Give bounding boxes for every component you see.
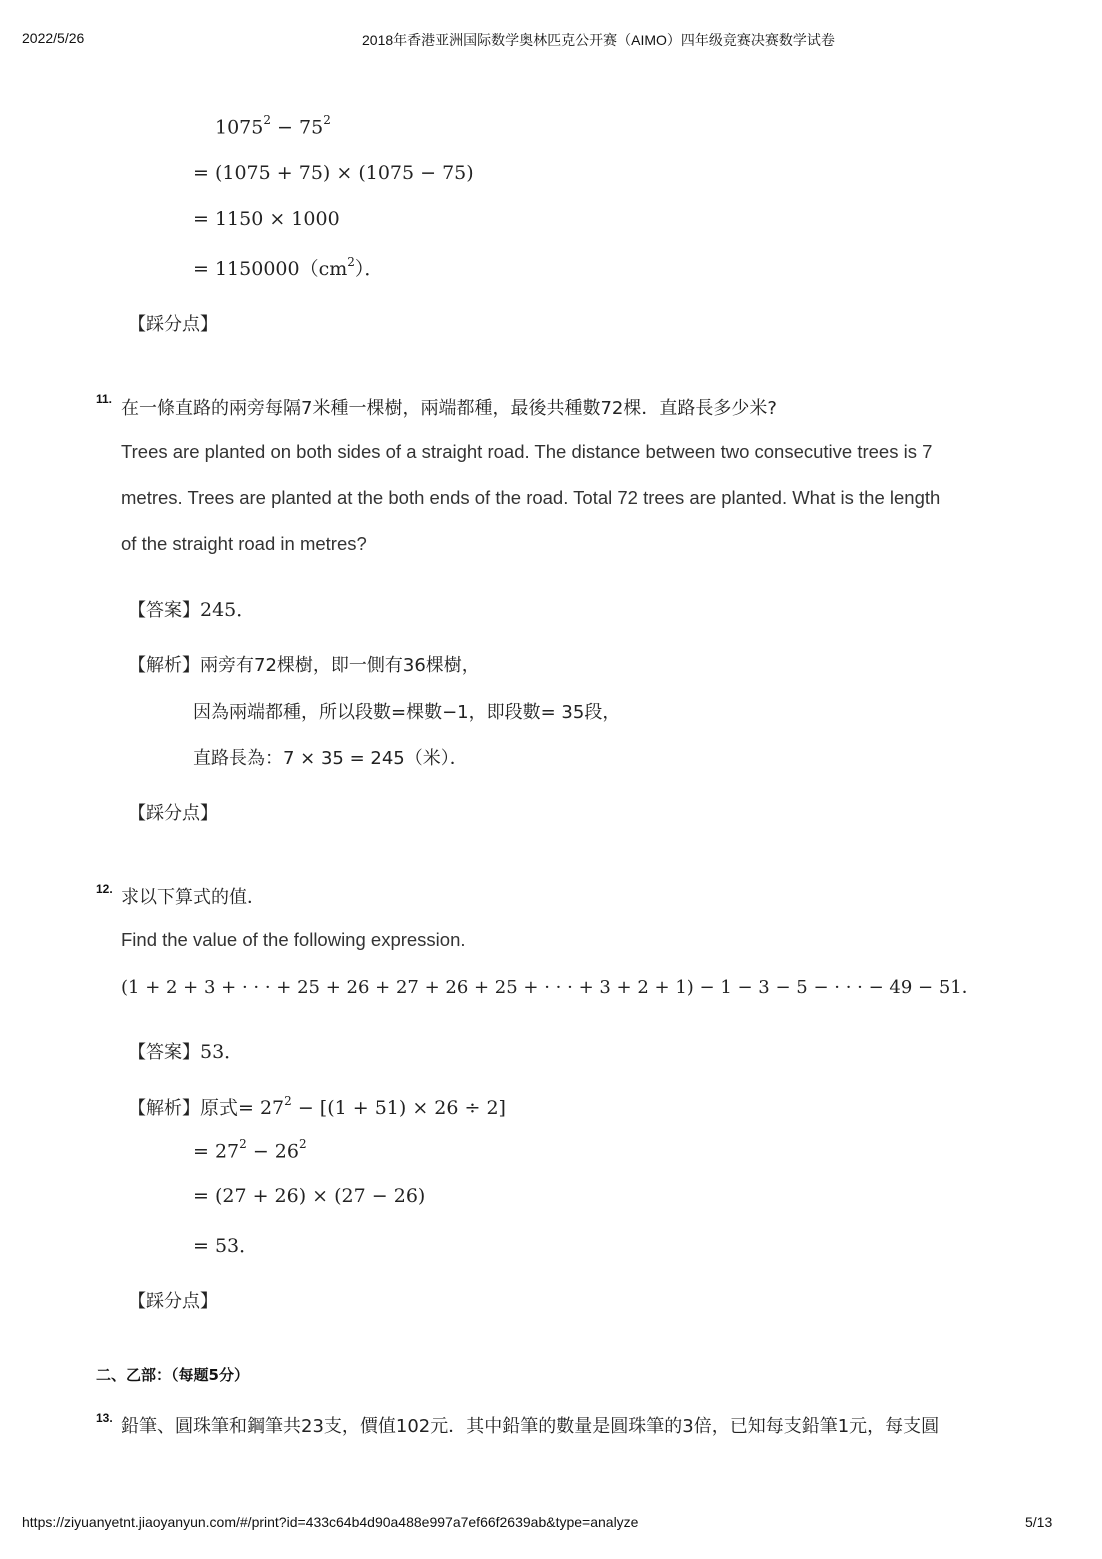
question-text-en: of the straight road in metres? bbox=[121, 533, 367, 554]
answer-value: 53． bbox=[200, 1041, 244, 1063]
question-text-en: Find the value of the following expression. bbox=[121, 929, 466, 950]
question-number: 13. bbox=[96, 1411, 113, 1425]
formula-line: = (1075 + 75) × (1075 − 75) bbox=[193, 162, 474, 184]
analysis-text: 兩旁有72棵樹，即一側有36棵樹， bbox=[200, 655, 480, 676]
formula-line: = $27^2 - 26^2$ bbox=[193, 1137, 307, 1163]
page-url: https://ziyuanyetnt.jiaoyanyun.com/#/print?id=433c64b4d90a488e997a7ef66f2639ab&type=analyze bbox=[22, 1514, 639, 1530]
page-title: 2018年香港亚洲国际数学奥林匹克公开赛（AIMO）四年级竞赛决赛数学试卷 bbox=[362, 32, 835, 48]
analysis-label: 【解析】 bbox=[128, 655, 200, 676]
analysis-text: 因為兩端都種，所以段數=棵數−1，即段數= 35段， bbox=[193, 702, 621, 723]
analysis-label: 【解析】 bbox=[128, 1098, 200, 1119]
question-text-cn: 求以下算式的值． bbox=[121, 887, 265, 908]
answer-row bbox=[128, 1037, 243, 1064]
question-text-cn: 鉛筆、圓珠筆和鋼筆共23支，價值102元．其中鉛筆的數量是圓珠筆的3倍，已知每支鉛筆1元，每支圓 bbox=[121, 1416, 940, 1437]
scoring-points-label: 【踩分点】 bbox=[128, 314, 218, 335]
formula-line: = 1150 × 1000 bbox=[193, 208, 340, 230]
question-text-cn: 在一條直路的兩旁每隔7米種一棵樹，兩端都種，最後共種數72棵．直路長多少米? bbox=[121, 398, 777, 419]
formula-line: = 53． bbox=[193, 1235, 259, 1257]
formula-line: = $1150000(cm^2)$． bbox=[193, 254, 384, 280]
analysis-row bbox=[128, 651, 480, 677]
formula-line: $1075^2 - 75^2$ bbox=[215, 113, 331, 139]
section-heading: 二、乙部：（每题5分） bbox=[96, 1366, 249, 1384]
formula-line: 原式= $27^2 - [(1 + 51) \times 26 \div 2]$ bbox=[200, 1093, 506, 1119]
answer-value: 245． bbox=[200, 599, 256, 621]
page-number: 5/13 bbox=[1025, 1514, 1053, 1530]
question-number: 11. bbox=[96, 392, 113, 406]
expression: (1 + 2 + 3 + · · · + 25 + 26 + 27 + 26 + 25 + · · · + 3 + 2 + 1) − 1 − 3 − 5 − · · · − 49 − 51． bbox=[121, 977, 980, 998]
analysis-row bbox=[128, 1093, 506, 1120]
analysis-text: 直路長為：7 × 35 = 245（米）． bbox=[193, 748, 468, 769]
scoring-points-label: 【踩分点】 bbox=[128, 1291, 218, 1312]
question-text-en: metres. Trees are planted at the both ends of the road. Total 72 trees are planted. What is the length bbox=[121, 487, 941, 508]
answer-label: 【答案】 bbox=[128, 1042, 200, 1063]
question-text-en: Trees are planted on both sides of a straight road. The distance between two consecutive trees is 7 bbox=[121, 441, 933, 462]
question-number: 12. bbox=[96, 882, 113, 896]
answer-row bbox=[128, 595, 255, 622]
scoring-points-label: 【踩分点】 bbox=[128, 803, 218, 824]
print-date: 2022/5/26 bbox=[22, 30, 85, 46]
formula-line: = (27 + 26) × (27 − 26) bbox=[193, 1185, 426, 1207]
answer-label: 【答案】 bbox=[128, 600, 200, 621]
